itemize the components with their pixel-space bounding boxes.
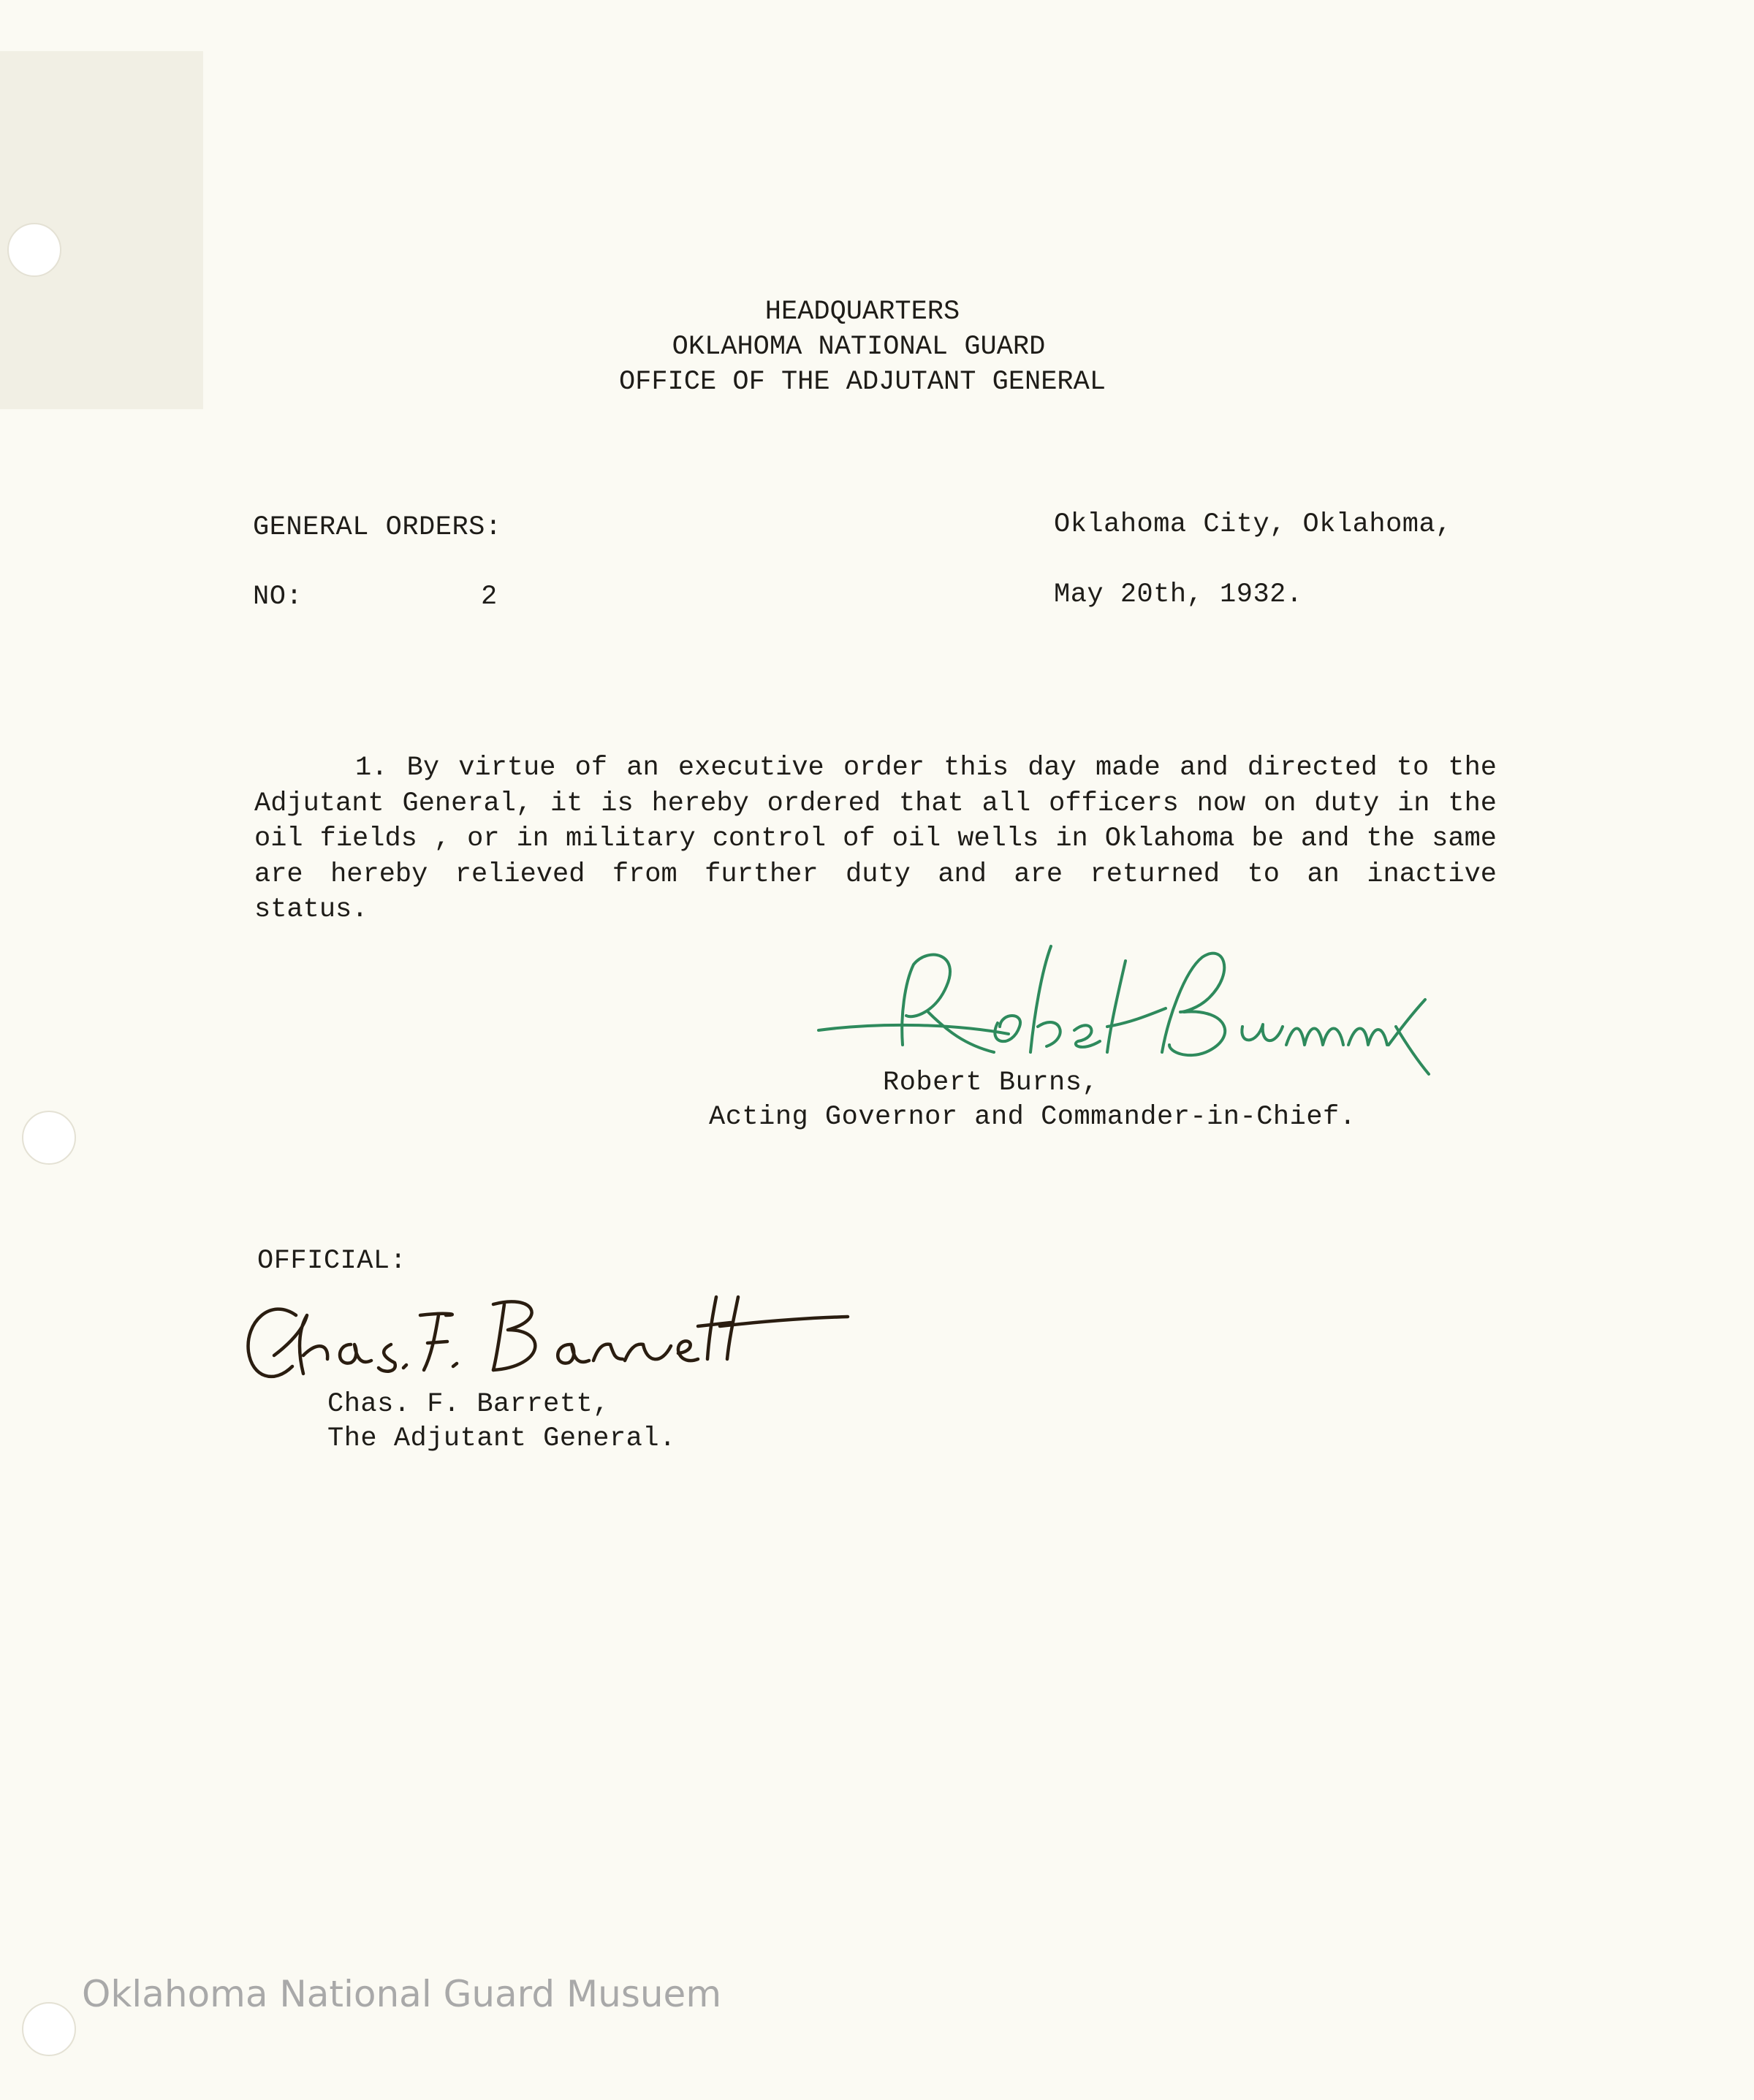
museum-watermark: Oklahoma National Guard Musuem	[82, 1973, 722, 2015]
header-adjutant-office: OFFICE OF THE ADJUTANT GENERAL	[618, 367, 1106, 397]
punch-hole-bottom	[22, 2002, 76, 2056]
order-number-value: 2	[481, 582, 498, 612]
order-paragraph: 1. By virtue of an executive order this day made and directed to the Adjutant General, it is hereby ordered that all officers now on duty in the oil fields , or in military control of oil wells in Oklahoma be and the same are hereby relieved from further duty and are returned to an inactive status.	[254, 753, 1497, 925]
adjutant-title: The Adjutant General.	[327, 1423, 676, 1454]
order-number-label: NO:	[253, 582, 303, 612]
governor-name: Robert Burns,	[883, 1068, 1099, 1098]
order-date: May 20th, 1932.	[1054, 579, 1303, 610]
general-orders-label: GENERAL ORDERS:	[253, 512, 502, 543]
adjutant-name: Chas. F. Barrett,	[327, 1389, 610, 1420]
governor-title: Acting Governor and Commander-in-Chief.	[709, 1102, 1356, 1133]
header-headquarters: HEADQUARTERS	[764, 297, 960, 327]
adjutant-signature	[241, 1286, 855, 1403]
official-label: OFFICIAL:	[257, 1246, 407, 1277]
header-national-guard: OKLAHOMA NATIONAL GUARD	[672, 332, 1046, 362]
punch-hole-top	[7, 223, 61, 277]
punch-hole-middle	[22, 1111, 76, 1165]
order-place: Oklahoma City, Oklahoma,	[1054, 509, 1452, 540]
